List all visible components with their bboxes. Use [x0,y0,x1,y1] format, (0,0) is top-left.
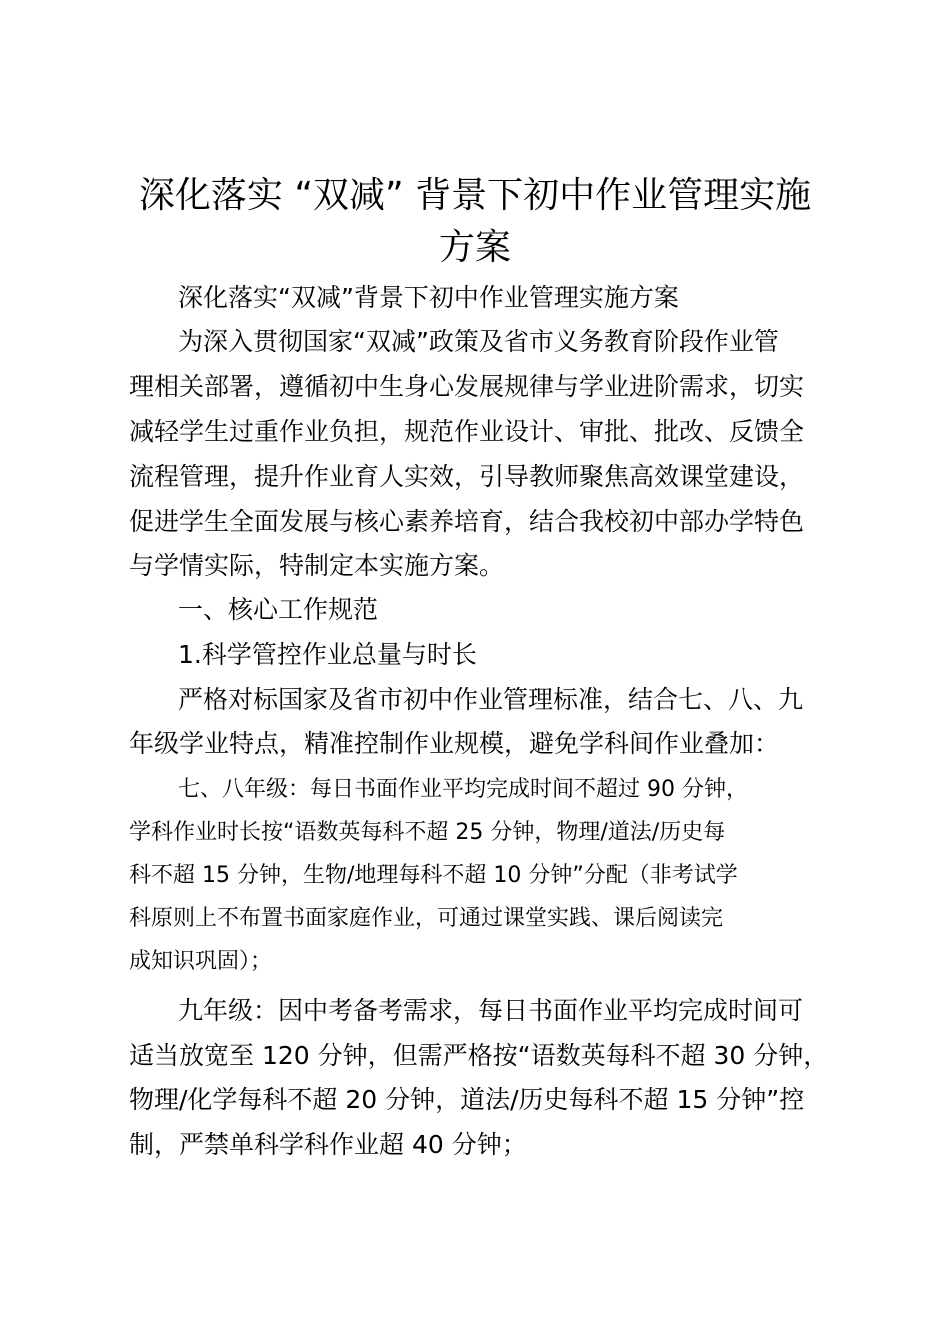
document-title-line-2: 方案 [438,227,511,268]
paragraph-line: 严格对标国家及省市初中作业管理标准，结合七、八、九 [178,685,804,714]
document-title-line-1: 深化落实 “双减” 背景下初中作业管理实施 [138,175,812,216]
paragraph-line: 理相关部署，遵循初中生身心发展规律与学业进阶需求，切实 [129,372,805,401]
paragraph-line: 为深入贯彻国家“双减”政策及省市义务教育阶段作业管 [178,327,779,356]
paragraph-line: 成知识巩固）； [129,949,273,974]
paragraph-line: 制，严禁单科学科作业超 40 分钟； [129,1130,527,1159]
paragraph-line: 科不超 15 分钟，生物/地理每科不超 10 分钟”分配（非考试学 [129,863,738,888]
section-heading: 一、核心工作规范 [178,595,379,624]
paragraph-line: 九年级：因中考备考需求，每日书面作业平均完成时间可 [178,996,804,1025]
paragraph-line: 适当放宽至 120 分钟，但需严格按“语数英每科不超 30 分钟， [129,1041,829,1070]
paragraph-line: 科原则上不布置书面家庭作业，可通过课堂实践、课后阅读完 [129,906,724,931]
paragraph-line: 七、八年级：每日书面作业平均完成时间不超过 90 分钟， [178,777,748,802]
paragraph-line: 与学情实际，特制定本实施方案。 [129,551,505,580]
subsection-heading: 1.科学管控作业总量与时长 [178,640,477,669]
paragraph-line: 年级学业特点，精准控制作业规模，避免学科间作业叠加： [129,729,780,758]
paragraph-line: 流程管理，提升作业育人实效，引导教师聚焦高效课堂建设， [129,462,805,491]
paragraph-line: 学科作业时长按“语数英每科不超 25 分钟，物理/道法/历史每 [129,820,726,845]
paragraph-line: 物理/化学每科不超 20 分钟，道法/历史每科不超 15 分钟”控 [129,1085,805,1114]
document-heading: 深化落实“双减”背景下初中作业管理实施方案 [178,283,679,312]
paragraph-line: 减轻学生过重作业负担，规范作业设计、审批、批改、反馈全 [129,417,805,446]
paragraph-line: 促进学生全面发展与核心素养培育，结合我校初中部办学特色 [129,507,805,536]
